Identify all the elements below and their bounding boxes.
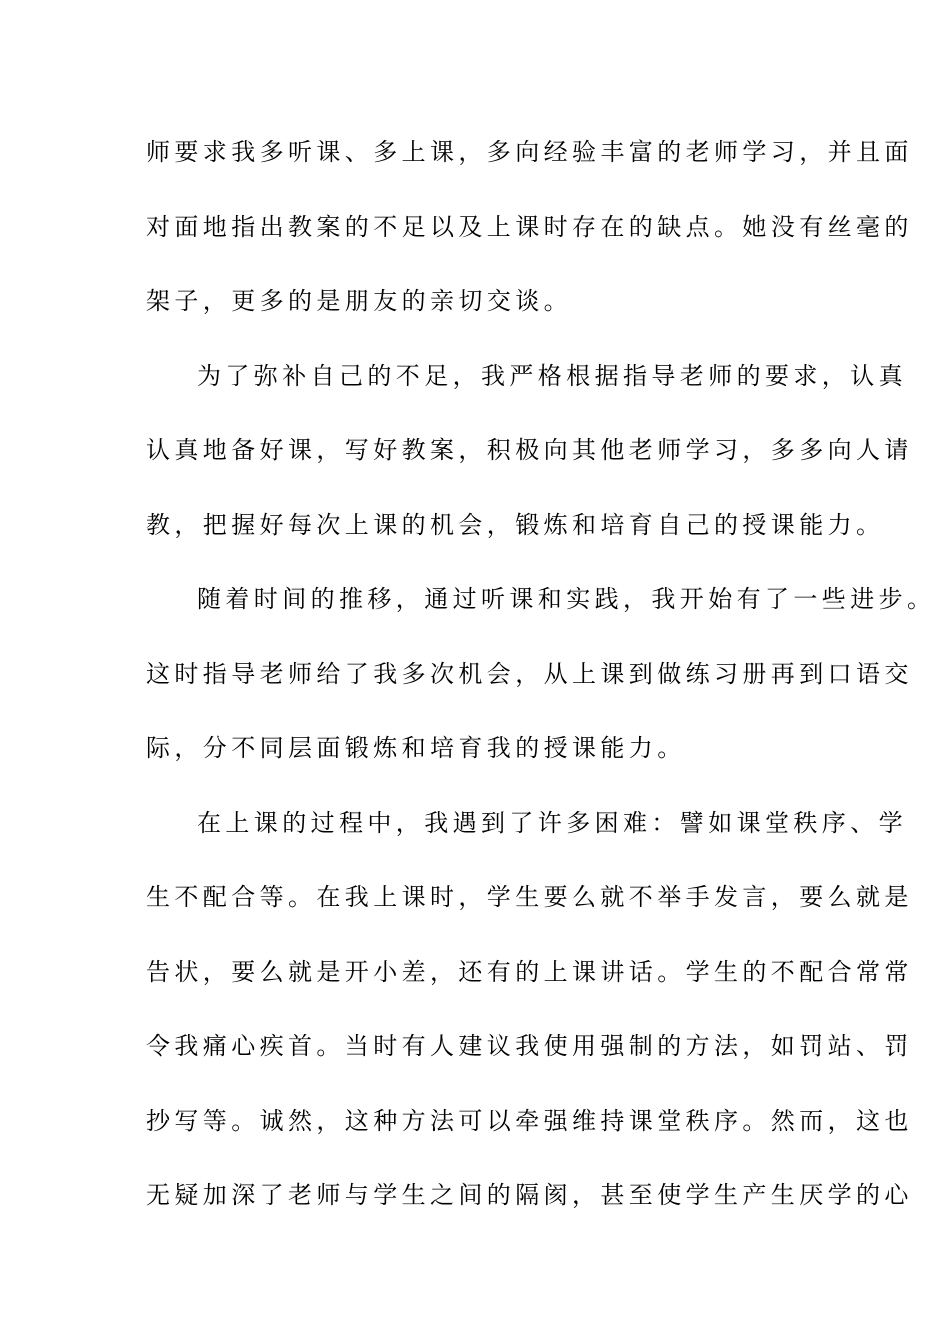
paragraph-first-line: 为了弥补自己的不足，我严格根据指导老师的要求，认真 (197, 361, 907, 390)
body-text (146, 130, 936, 1248)
text-line: 师要求我多听课、多上课，多向经验丰富的老师学习，并且面 (146, 138, 913, 166)
text-line: 认真地备好课，写好教案，积极向其他老师学习，多多向人请 (146, 436, 913, 464)
text-line: 无疑加深了老师与学生之间的隔阂，甚至使学生产生厌学的心 (146, 1181, 913, 1209)
text-line: 架子，更多的是朋友的亲切交谈。 (146, 287, 572, 315)
text-line: 生不配合等。在我上课时，学生要么就不举手发言，要么就是 (146, 883, 913, 911)
text-line: 教，把握好每次上课的机会，锻炼和培育自己的授课能力。 (146, 510, 885, 539)
text-line: 际，分不同层面锻炼和培育我的授课能力。 (146, 734, 686, 762)
text-line: 告状，要么就是开小差，还有的上课讲话。学生的不配合常常 (146, 957, 913, 986)
text-line: 抄写等。诚然，这种方法可以牵强维持课堂秩序。然而，这也 (146, 1106, 913, 1135)
paragraph-first-line: 在上课的过程中，我遇到了许多困难：譬如课堂秩序、学 (197, 808, 907, 837)
text-line: 对面地指出教案的不足以及上课时存在的缺点。她没有丝毫的 (146, 212, 913, 241)
paragraph-first-line: 随着时间的推移，通过听课和实践，我开始有了一些进步。 (197, 585, 936, 613)
text-line: 令我痛心疾首。当时有人建议我使用强制的方法，如罚站、罚 (146, 1032, 913, 1060)
text-line: 这时指导老师给了我多次机会，从上课到做练习册再到口语交 (146, 659, 913, 688)
